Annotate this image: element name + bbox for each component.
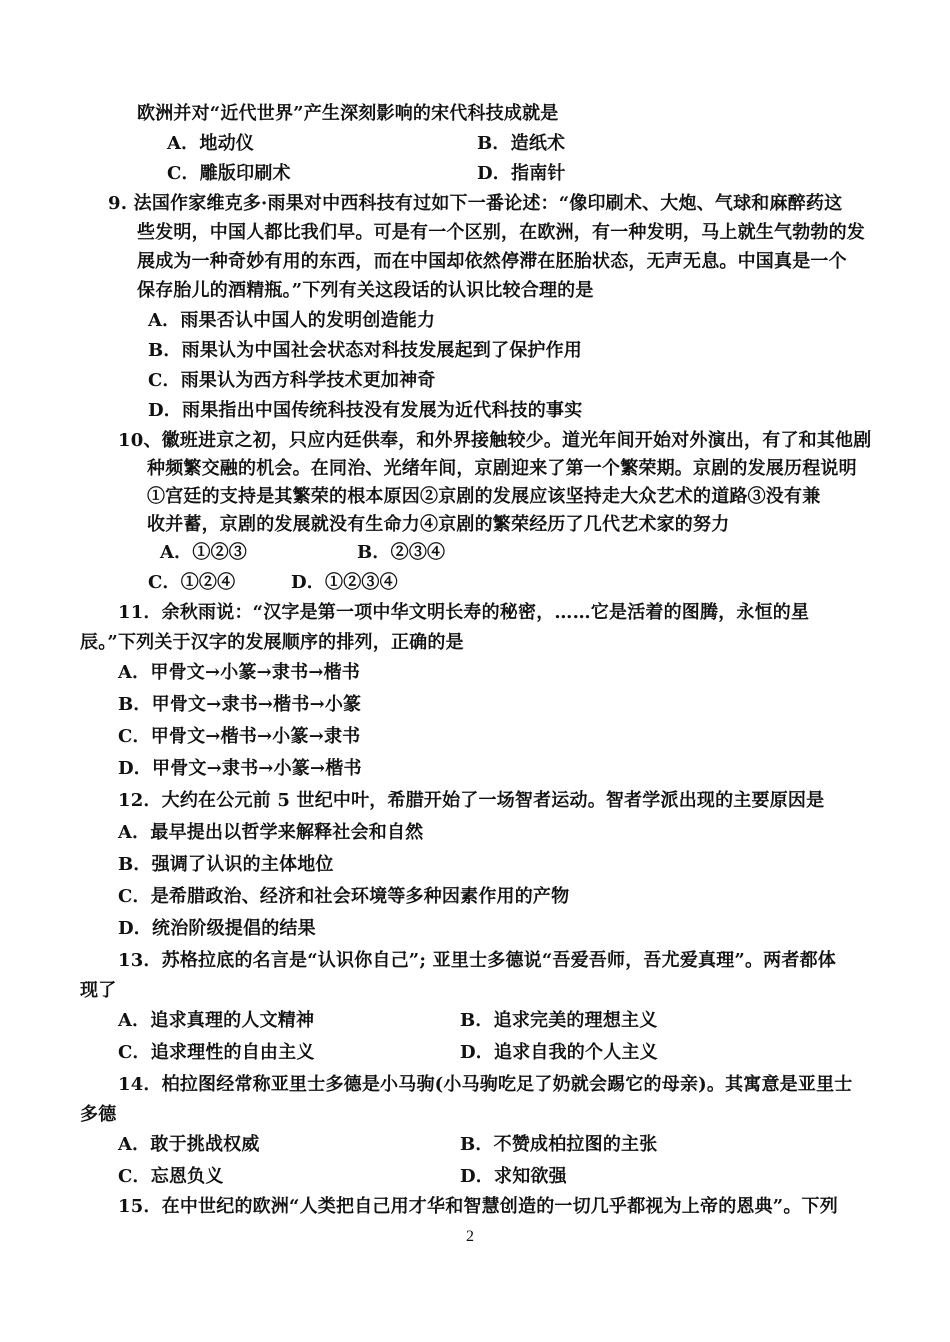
q11-option-a: A．甲骨文→小篆→隶书→楷书 [118,662,361,683]
q13-stem-line1: 13．苏格拉底的名言是“认识你自己”; 亚里士多德说“吾爱吾师，吾尤爱真理”。两者都体 [118,950,836,971]
q14-option-d: D．求知欲强 [460,1166,567,1187]
q13-stem-line2: 现了 [80,980,117,1001]
q9-option-a: A．雨果否认中国人的发明创造能力 [148,310,436,331]
q9-option-c: C．雨果认为西方科学技术更加神奇 [148,370,436,391]
q8-option-c: C．雕版印刷术 [167,163,291,184]
q12-option-b: B．强调了认识的主体地位 [118,854,334,875]
q9-stem-line4: 保存胎儿的酒精瓶。”下列有关这段话的认识比较合理的是 [137,280,594,301]
q12-stem: 12．大约在公元前 5 世纪中叶，希腊开始了一场智者运动。智者学派出现的主要原因是 [118,790,825,811]
q14-stem-line2: 多德 [80,1104,117,1125]
q13-option-c: C．追求理性的自由主义 [118,1042,315,1063]
q13-option-a: A．追求真理的人文精神 [118,1010,315,1031]
q8-stem: 欧洲并对“近代世界”产生深刻影响的宋代科技成就是 [137,103,559,124]
q12-option-d: D．统治阶级提倡的结果 [118,918,316,939]
q11-option-b: B．甲骨文→隶书→楷书→小篆 [118,694,362,715]
q12-option-a: A．最早提出以哲学来解释社会和自然 [118,822,424,843]
q9-option-b: B．雨果认为中国社会状态对科技发展起到了保护作用 [148,340,583,361]
q10-stem-line3: ①宫廷的支持是其繁荣的根本原因②京剧的发展应该坚持走大众艺术的道路③没有兼 [147,486,821,507]
q9-stem-line2: 些发明，中国人都比我们早。可是有一个区别，在欧洲，有一种发明，马上就生气勃勃的发 [137,222,865,243]
q13-option-d: D．追求自我的个人主义 [460,1042,658,1063]
q10-stem-line4: 收并蓄，京剧的发展就没有生命力④京剧的繁荣经历了几代艺术家的努力 [147,514,730,535]
q10-stem-line2: 种频繁交融的机会。在同治、光绪年间，京剧迎来了第一个繁荣期。京剧的发展历程说明 [147,458,857,479]
q12-option-c: C．是希腊政治、经济和社会环境等多种因素作用的产物 [118,886,570,907]
q9-stem-line3: 展成为一种奇妙有用的东西，而在中国却依然停滞在胚胎状态，无声无息。中国真是一个 [137,251,847,272]
page-number: 2 [466,1228,474,1245]
q11-stem-line2: 辰。”下列关于汉字的发展顺序的排列，正确的是 [80,632,464,653]
q10-stem-line1: 10、徽班进京之初，只应内廷供奉，和外界接触较少。道光年间开始对外演出，有了和其他剧 [118,430,872,451]
q14-stem-line1: 14．柏拉图经常称亚里士多德是小马驹(小马驹吃足了奶就会踢它的母亲)。其寓意是亚里士 [118,1074,853,1095]
q11-stem-line1: 11．余秋雨说：“汉字是第一项中华文明长寿的秘密，……它是活着的图腾，永恒的星 [118,602,810,623]
q13-option-b: B．追求完美的理想主义 [460,1010,658,1031]
q11-option-c: C．甲骨文→楷书→小篆→隶书 [118,726,361,747]
q10-option-a: A．①②③ [160,542,247,563]
q8-option-d: D．指南针 [477,163,566,184]
q10-option-b: B．②③④ [357,542,446,563]
q10-option-c: C．①②④ [148,572,236,593]
q8-option-a: A．地动仪 [167,133,254,154]
q14-option-a: A．敢于挑战权威 [118,1134,260,1155]
q9-stem-line1: 9. 法国作家维克多·雨果对中西科技有过如下一番论述：“像印刷术、大炮、气球和麻醉药这 [108,193,843,214]
q15-stem-line1: 15．在中世纪的欧洲“人类把自己用才华和智慧创造的一切几乎都视为上帝的恩典”。下列 [118,1196,838,1217]
q11-option-d: D．甲骨文→隶书→小篆→楷书 [118,758,362,779]
q14-option-b: B．不赞成柏拉图的主张 [460,1134,658,1155]
q10-option-d: D．①②③④ [291,572,398,593]
q8-option-b: B．造纸术 [477,133,566,154]
q14-option-c: C．忘恩负义 [118,1166,224,1187]
q9-option-d: D．雨果指出中国传统科技没有发展为近代科技的事实 [148,400,583,421]
